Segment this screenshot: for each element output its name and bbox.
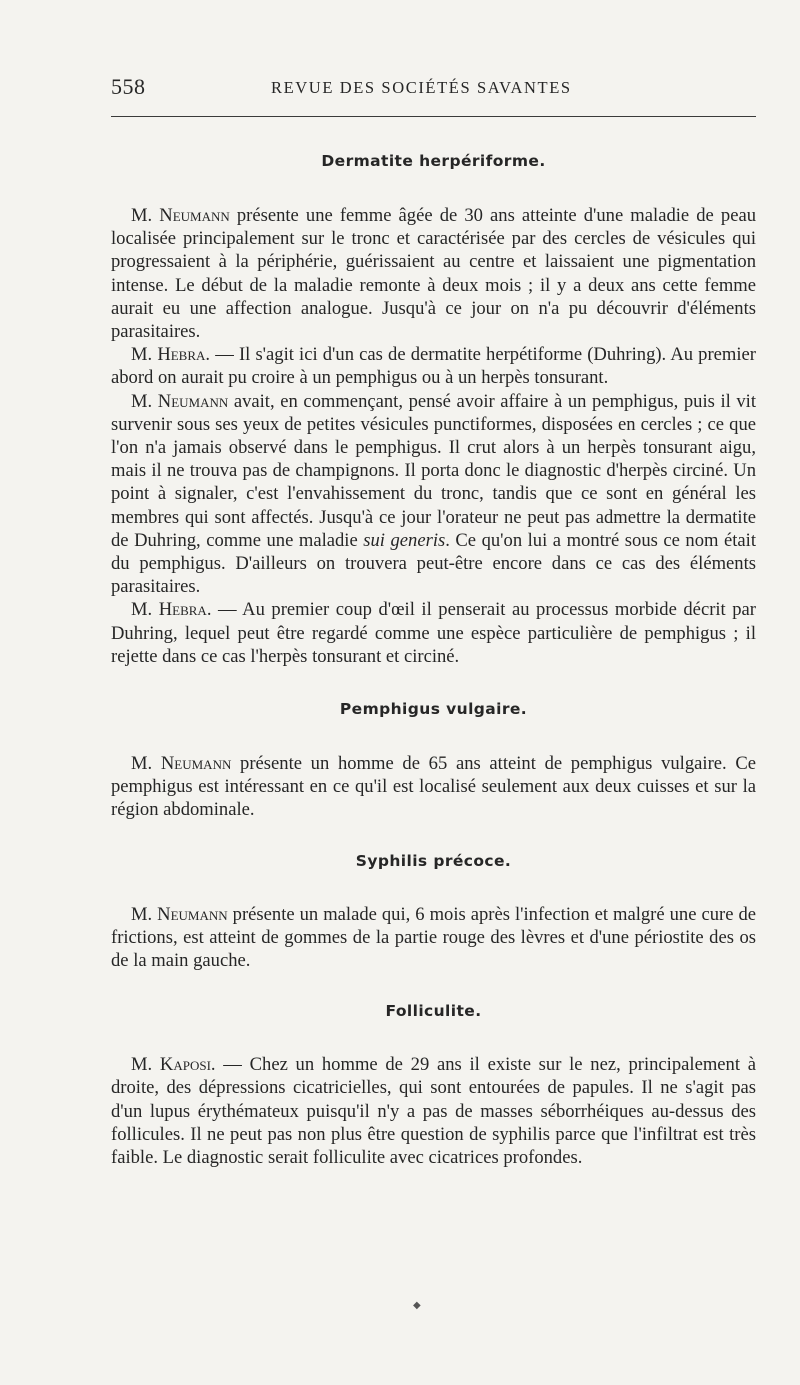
- header-rule: [111, 116, 756, 117]
- paragraph: [111, 390, 756, 599]
- speaker-name: M. Kaposi.: [131, 1054, 216, 1076]
- paragraph-text: présente un malade qui, 6 mois après l'infection et malgré une cure de frictions, est atteint de gommes de la partie rouge des lèvres et d'une périostite des os de la main gauche.: [111, 903, 756, 972]
- section-title-pemphigus: Pemphigus vulgaire.: [339, 700, 528, 719]
- paragraph-text: — Il s'agit ici d'un cas de dermatite herpétiforme (Duhring). Au premier abord on aurait pu croire à un pemphigus ou à un herpès tonsurant.: [111, 344, 756, 389]
- speaker-name: M. Neumann: [131, 753, 232, 775]
- paragraph-text: — Chez un homme de 29 ans il existe sur le nez, principalement à droite, des dépressions cicatricielles, qui sont entourées de papules. Il ne s'agit pas d'un lupus érythémateux puisqu'il n'y a pas de masses séborrhéiques au-dessus des follicules. Il ne peut pas non plus être question de syphilis parce que l'infiltrat est très faible. Le diagnostic serait folliculite avec cicatrices profondes.: [111, 1054, 756, 1169]
- paragraph-text: — Au premier coup d'œil il penserait au processus morbide décrit par Duhring, lequel peut être regardé comme une espèce particulière de pemphigus ; il rejette dans ce cas l'herpès tonsurant et circiné.: [111, 599, 757, 667]
- speaker-name: M. Hebra.: [131, 344, 211, 366]
- speaker-name: M. Neumann: [131, 903, 228, 925]
- article-body: [111, 150, 756, 1169]
- speaker-name: M. Hebra.: [131, 599, 212, 621]
- paragraph-text: avait, en commençant, pensé avoir affaire à un pemphigus, puis il vit survenir sous ses yeux de petites vésicules punctiformes, disposées en cercles ; ce que l'on n'a jamais observé dans le pemphigus. Il crut alors à un herpès tonsurant aigu, mais il ne trouva pas de champignons. Il porta donc le diagnostic d'herpès circiné. Un point à signaler, c'est l'envahissement du tronc, tandis que ce sont en général les membres qui sont affectés. Jusqu'à ce jour l'orateur ne peut pas admettre la dermatite de Duhring, comme une maladie: [111, 390, 756, 551]
- section-title-dermatite: Dermatite herpériforme.: [321, 152, 546, 170]
- section-title-folliculite: Folliculite.: [385, 1002, 482, 1021]
- section-title-syphilis: Syphilis précoce.: [355, 851, 512, 870]
- paragraph: [111, 204, 756, 343]
- paragraph: [111, 598, 756, 668]
- journal-title: REVUE DES SOCIÉTÉS SAVANTES: [271, 78, 572, 97]
- paragraph: [111, 1053, 756, 1169]
- running-head: [111, 74, 756, 104]
- paragraph-text: présente un homme de 65 ans atteint de pemphigus vulgaire. Ce pemphigus est intéressant en ce qu'il est localisé seulement aux deux cuisses et sur la région abdominale.: [111, 753, 757, 821]
- paragraph-text: présente une femme âgée de 30 ans atteinte d'une maladie de peau localisée principalement sur le tronc et caractérisée par des cercles de vésicules qui progressaient à la périphérie, guérissaient au centre et laissaient une pigmentation intense. Le début de la maladie remonte à deux mois ; il y a deux ans cette femme aurait eu une affection analogue. Jusqu'à ce jour on n'a pu découvrir d'éléments parasitaires.: [111, 205, 756, 343]
- paragraph: [111, 343, 756, 389]
- printer-mark: ◆: [413, 1300, 421, 1311]
- page-number: 558: [111, 74, 146, 99]
- italic-term: sui generis: [363, 529, 446, 551]
- speaker-name: M. Neumann: [131, 205, 230, 226]
- paragraph-text: . Ce qu'on lui a montré sous ce nom était du pemphigus. D'ailleurs on trouvera peut-être encore dans ce cas des éléments parasitaires.: [111, 529, 756, 598]
- paragraph: [111, 752, 756, 822]
- speaker-name: M. Neumann: [131, 390, 229, 412]
- paragraph: [111, 903, 756, 973]
